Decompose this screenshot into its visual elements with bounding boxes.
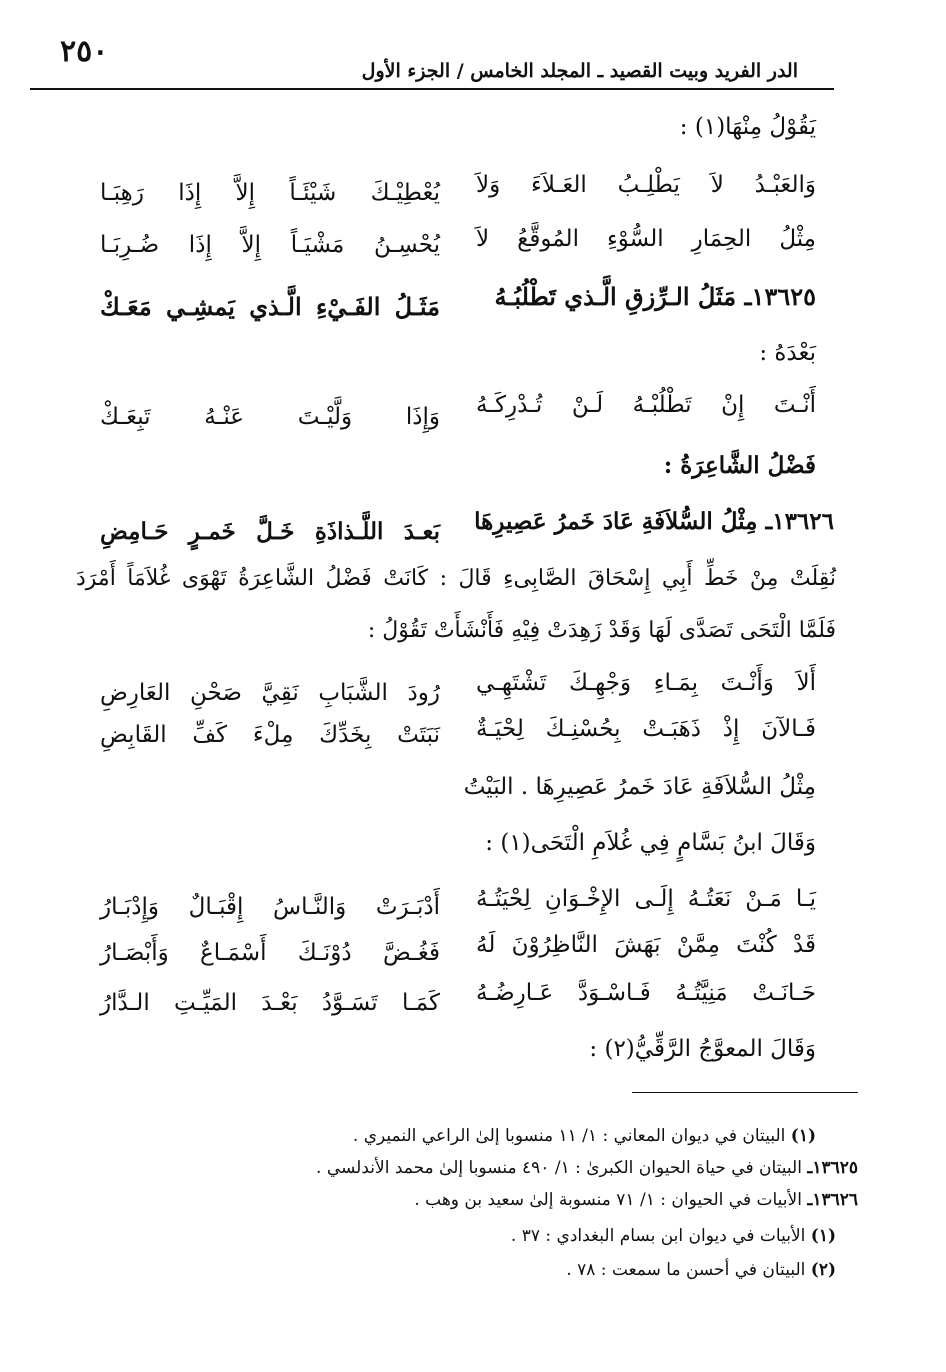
verse-hemistich-right: فَـالآنَ إِذْ ذَهَبَـتْ بِحُسْنِـكَ لِحْيَـةٌ bbox=[476, 716, 816, 742]
verse-hemistich-right: وَالعَبْـدُ لاَ يَطْلِـبُ العَـلاَءَ وَلاَ bbox=[476, 172, 816, 198]
verse-hemistich-right: أَنْـتَ إِنْ تَطْلُبْـهُ لَـنْ تُـدْرِكَـهُ bbox=[476, 392, 816, 418]
text-line: وَقَالَ المعوَّجُ الرَّقِّيُّ(٢) : bbox=[589, 1036, 816, 1062]
entry-13625-first-hemistich bbox=[495, 282, 817, 311]
header-rule bbox=[30, 88, 834, 90]
section-heading: فَضْلُ الشَّاعِرَةُ : bbox=[663, 452, 816, 479]
entry-13625-second-hemistich: مَثَـلُ الفَـيْءِ الَّـذي يَمشِـي مَعَـكْ bbox=[100, 292, 440, 321]
footnote bbox=[566, 1260, 836, 1280]
verse-hemistich-left: أَدْبَـرَتْ وَالنَّـاسُ إِقْبَـالٌ وَإِدْبَـارُ bbox=[100, 894, 440, 920]
footnote-number: (٢) bbox=[810, 1260, 836, 1280]
footnote-number: (١) bbox=[810, 1226, 836, 1246]
footnote-number: ١٣٦٢٥ـ bbox=[807, 1158, 858, 1178]
page-number: ٢٥٠ bbox=[60, 34, 109, 69]
verse-hemistich-left: وَإِذَا وَلَّيْـتَ عَنْـهُ تَبِعَـكْ bbox=[100, 404, 440, 430]
entry-number: ١٣٦٢٦ـ bbox=[765, 508, 834, 535]
verse-hemistich-right: مَثَلُ الـرِّزقِ الَّـذي تَطْلُبُـهُ bbox=[494, 282, 737, 311]
footnote bbox=[511, 1226, 836, 1246]
verse-hemistich-left: نَبَتَتْ بِخَدِّكَ مِلْءَ كَفِّ القَابِضِ bbox=[100, 722, 440, 748]
prose-line: فَلَمَّا الْتَحَى تَصَدَّى لَهَا وَقَدْ زَهِدَتْ فِيْهِ فَأَنْشَأَتْ تَقُوْلُ : bbox=[367, 618, 836, 643]
verse-hemistich-right: مِثْلُ السُّلاَفَةِ عَادَ خَمرُ عَصِيرِهَا bbox=[474, 508, 758, 535]
entry-13626-second-hemistich: بَعـدَ اللَّـذاذَةِ خَـلَّ خَمـرٍ حَـامِضِ bbox=[100, 518, 440, 545]
verse-hemistich-left: كَمَـا تَسَـوَّدُ بَعْـدَ المَيِّـتِ الـدَّارُ bbox=[100, 990, 440, 1016]
intro-line: يَقُوْلُ مِنْهَا(١) : bbox=[679, 114, 816, 140]
verse-hemistich-right: حَـانَـتْ مَنِيَّتُـهُ فَـاسْـوَدَّ عَـارِضُـهُ bbox=[476, 980, 816, 1006]
footnote bbox=[316, 1158, 858, 1178]
text-line: مِثْلُ السُّلاَفَةِ عَادَ خَمرُ عَصِيرِهَا . البَيْتُ bbox=[463, 774, 816, 800]
footnote-text: البيتان في أحسن ما سمعت : ٧٨ . bbox=[566, 1260, 806, 1280]
text-line: وَقَالَ ابنُ بَسَّامٍ فِي غُلاَمِ الْتَحَى(١) : bbox=[485, 830, 816, 856]
entry-number: ١٣٦٢٥ـ bbox=[744, 282, 816, 311]
footnote-text: البيتان في ديوان المعاني : ١/ ١١ منسوبا إلىٰ الراعي النميري . bbox=[352, 1126, 786, 1146]
verse-hemistich-right: مِثْلُ الحِمَارِ السُّوْءِ المُوقَّعُ لاَ bbox=[476, 226, 816, 252]
verse-hemistich-right: يَـا مَـنْ نَعَتُـهُ إِلَـى الإِخْـوَانِ لِحْيَتُـهُ bbox=[476, 886, 816, 912]
running-header: الدر الفريد وبيت القصيد ـ المجلد الخامس / الجزء الأول bbox=[361, 60, 798, 82]
footnote-text: الأبيات في ديوان ابن بسام البغدادي : ٣٧ . bbox=[510, 1226, 806, 1246]
verse-hemistich-right: قَدْ كُنْتَ مِمَّنْ بَهَشَ النَّاظِرُوْنَ لَهُ bbox=[476, 932, 816, 958]
footnote-number: (١) bbox=[790, 1126, 816, 1146]
verse-hemistich-left: يُعْطِيْـكَ شَيْئَـاً إِلاَّ إِذَا رَهِبَـا bbox=[100, 180, 440, 206]
footnote bbox=[353, 1126, 816, 1146]
footnote-number: ١٣٦٢٦ـ bbox=[807, 1190, 858, 1210]
intro-line: بَعْدَهُ : bbox=[759, 340, 816, 366]
footnote-text: البيتان في حياة الحيوان الكبرىٰ : ١/ ٤٩٠ منسوبا إلىٰ محمد الأندلسي . bbox=[316, 1158, 802, 1178]
footnote-rule bbox=[632, 1092, 858, 1093]
verse-hemistich-right: أَلاَ وَأَنْـتَ بِمَـاءِ وَجْهِـكَ تَشْتَهِـي bbox=[476, 670, 816, 696]
verse-hemistich-left: فَغُـضَّ دُوْنَـكَ أَسْمَـاعٌ وَأَبْصَـارُ bbox=[100, 940, 440, 966]
footnote-text: الأبيات في الحيوان : ١/ ٧١ منسوبة إلىٰ سعيد بن وهب . bbox=[414, 1190, 802, 1210]
prose-line: نُقِلَتْ مِنْ خَطِّ أَبِي إِسْحَاقَ الصَّابِىءِ قَالَ : كَانَتْ فَضْلُ الشَّاعِرَةُ تَهْوَى غُلاَمَاً أَمْرَدَ bbox=[76, 566, 836, 591]
verse-hemistich-left: رُودَ الشَّبَابِ نَقِيَّ صَحْنِ العَارِضِ bbox=[100, 680, 440, 706]
verse-hemistich-left: يُحْسِـنُ مَشْيَـاً إِلاَّ إِذَا ضُـرِبَـا bbox=[100, 232, 440, 258]
footnote bbox=[414, 1190, 858, 1210]
entry-13626-first-hemistich bbox=[474, 508, 834, 535]
